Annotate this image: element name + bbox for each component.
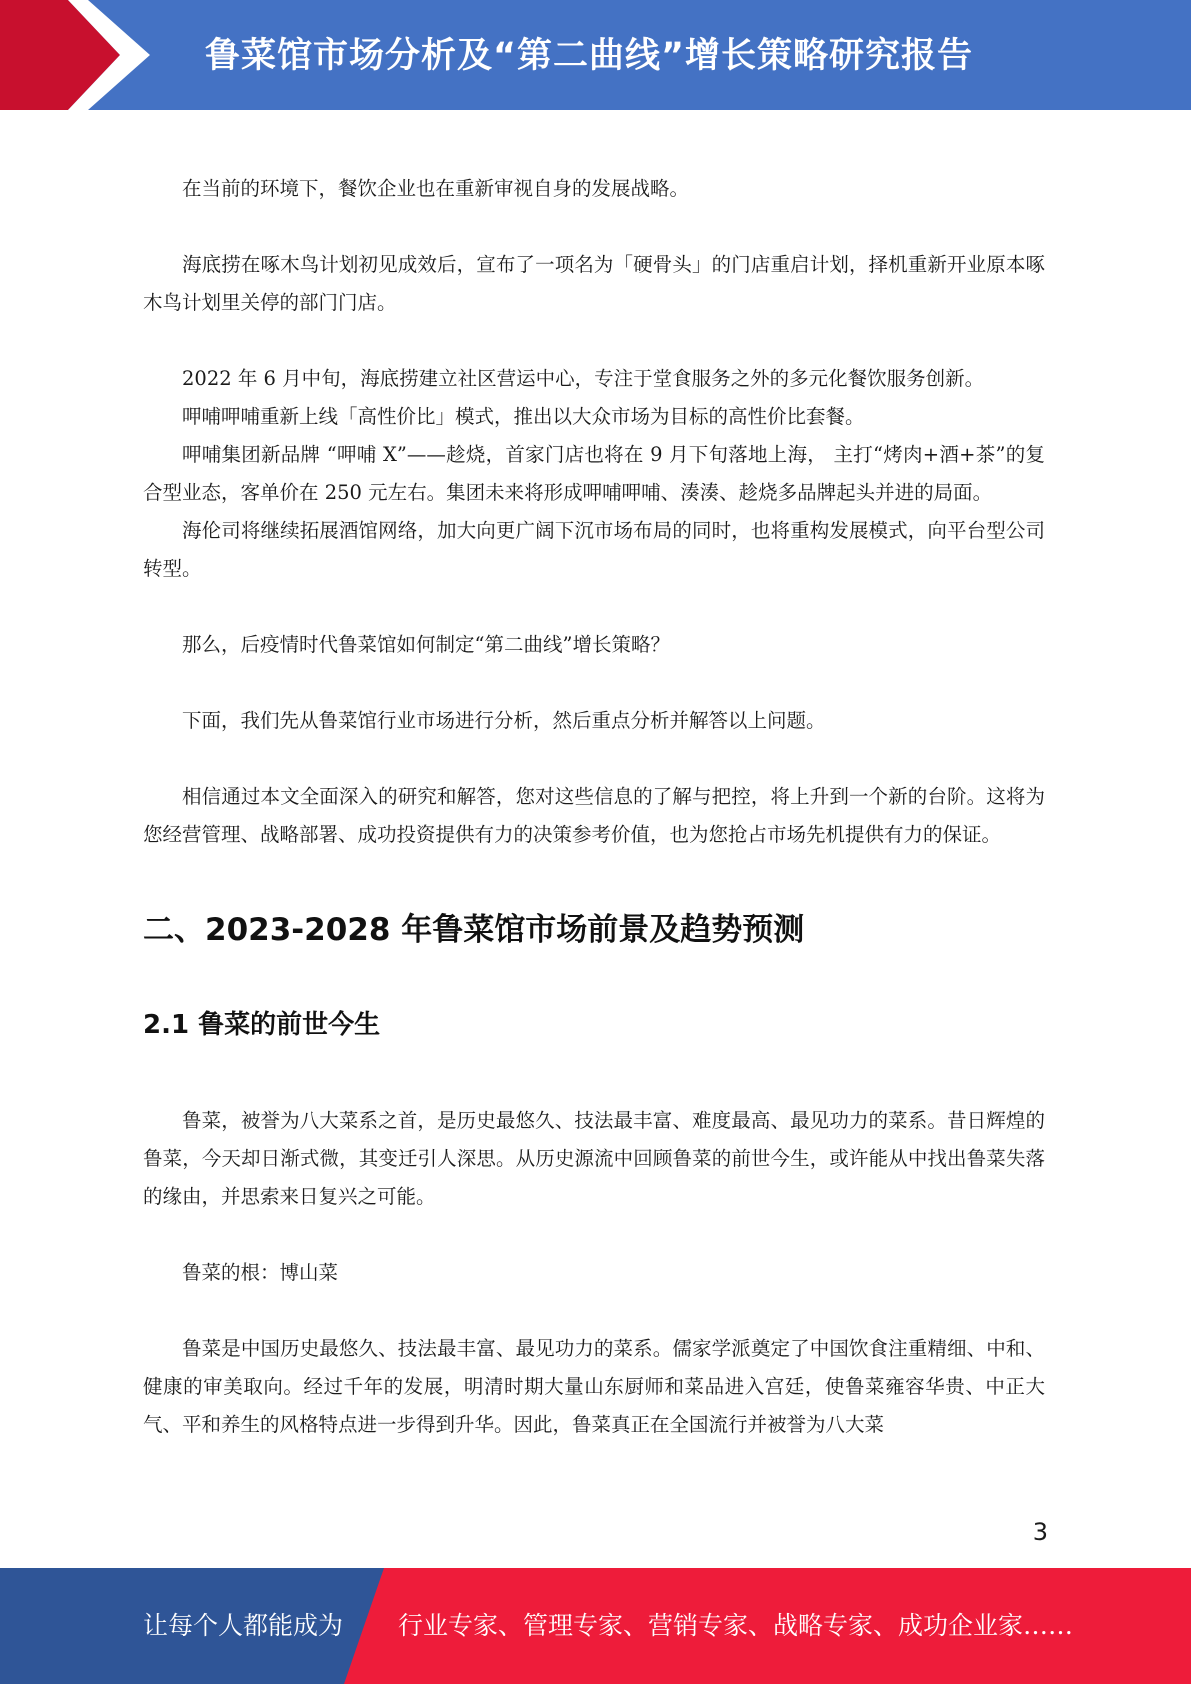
paragraph-intro: 在当前的环境下，餐饮企业也在重新审视自身的发展战略。 xyxy=(182,177,690,200)
header-arrow-decoration xyxy=(0,0,160,110)
paragraph-value: 相信通过本文全面深入的研究和解答，您对这些信息的了解与把控，将上升到一个新的台阶。这将为您经营管理、战略部署、成功投资提供有力的决策参考价值，也为您抢占市场先机提供有力的保证。 xyxy=(143,785,1045,846)
paragraph-helens: 海伦司将继续拓展酒馆网络，加大向更广阔下沉市场布局的同时，也将重构发展模式，向平台型公司转型。 xyxy=(143,519,1045,580)
paragraph-xiabu-value: 呷哺呷哺重新上线「高性价比」模式，推出以大众市场为目标的高性价比套餐。 xyxy=(182,405,865,428)
page-header xyxy=(0,0,1191,110)
paragraph-lu-cuisine-history: 鲁菜，被誉为八大菜系之首，是历史最悠久、技法最丰富、难度最高、最见功力的菜系。昔日辉煌的鲁菜，今天却日渐式微，其变迁引人深思。从历史源流中回顾鲁菜的前世今生，或许能从中找出鲁菜失落的缘由，并思索来日复兴之可能。 xyxy=(143,1109,1045,1208)
page-footer xyxy=(0,1568,1191,1684)
report-title: 鲁菜馆市场分析及“第二曲线”增长策略研究报告 xyxy=(205,36,974,76)
paragraph-haidilao-restart: 海底捞在啄木鸟计划初见成效后，宣布了一项名为「硬骨头」的门店重启计划，择机重新开业原本啄木鸟计划里关停的部门门店。 xyxy=(143,253,1045,314)
paragraph-outline: 下面，我们先从鲁菜馆行业市场进行分析，然后重点分析并解答以上问题。 xyxy=(182,709,826,732)
paragraph-xiabu-new-brand: 呷哺集团新品牌 “呷哺 X”——趁烧，首家门店也将在 9 月下旬落地上海， 主打“烤肉+酒+茶”的复合型业态，客单价在 250 元左右。集团未来将形成呷哺呷哺、湊湊、趁烧多品牌起头并进的局面。 xyxy=(143,443,1045,504)
footer-slogan-right: 行业专家、管理专家、营销专家、战略专家、成功企业家…… xyxy=(398,1611,1074,1640)
section-heading: 二、2023-2028 年鲁菜馆市场前景及趋势预测 xyxy=(143,912,805,948)
paragraph-question: 那么，后疫情时代鲁菜馆如何制定“第二曲线”增长策略？ xyxy=(182,633,670,656)
document-body xyxy=(143,170,1045,1444)
footer-slogan-left: 让每个人都能成为 xyxy=(143,1611,344,1640)
paragraph-lu-cuisine-origin: 鲁菜是中国历史最悠久、技法最丰富、最见功力的菜系。儒家学派奠定了中国饮食注重精细、中和、健康的审美取向。经过千年的发展，明清时期大量山东厨师和菜品进入宫廷，使鲁菜雍容华贵、中正大气、平和养生的风格特点进一步得到升华。因此，鲁菜真正在全国流行并被誉为八大菜 xyxy=(143,1337,1045,1436)
subsection-heading: 2.1 鲁菜的前世今生 xyxy=(143,1010,381,1040)
paragraph-boshan-root: 鲁菜的根：博山菜 xyxy=(182,1261,339,1284)
page-number: 3 xyxy=(1032,1518,1048,1546)
paragraph-haidilao-community: 2022 年 6 月中旬，海底捞建立社区营运中心，专注于堂食服务之外的多元化餐饮服务创新。 xyxy=(182,367,985,390)
